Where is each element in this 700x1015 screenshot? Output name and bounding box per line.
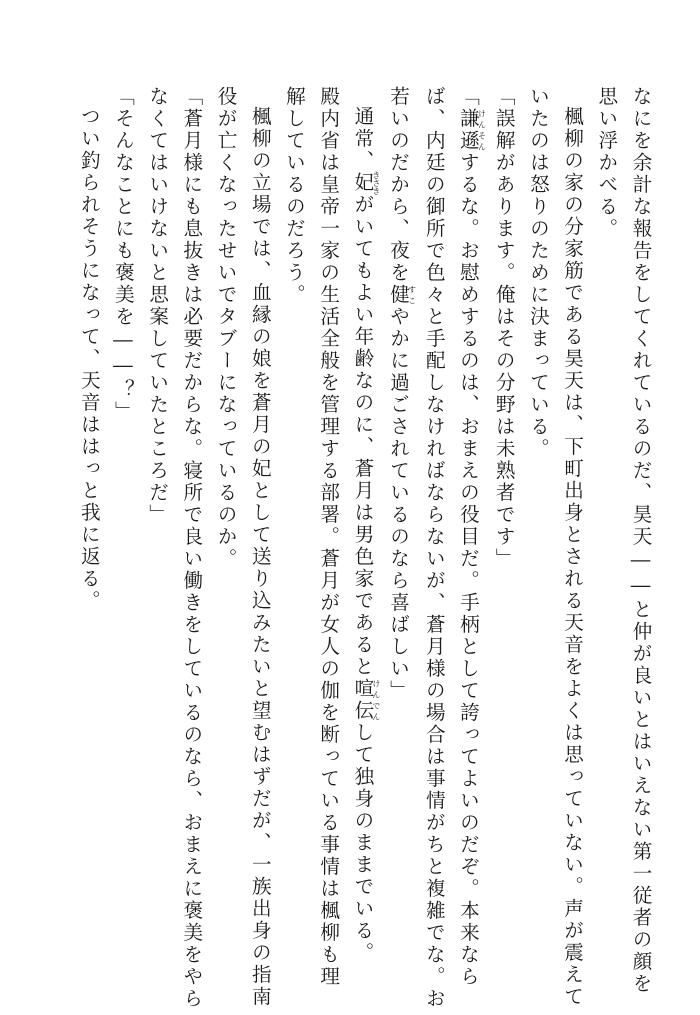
furigana-ruby: 妃きさき — [350, 170, 381, 195]
text-line-with-furigana: 若いのだから、夜を健すこやかに過ごされているのなら喜ばしい」 — [386, 86, 417, 702]
furigana-ruby: 健すこ — [386, 284, 417, 306]
text-line: 「そんなことにも褒美を――？」 — [111, 86, 135, 423]
text-line: 思い浮かべる。 — [594, 86, 618, 240]
text-line: つい釣られそうになって、天音ははっと我に返る。 — [77, 105, 101, 612]
text-line-with-furigana: 通常、妃きさきがいてもよい年齢なのに、蒼月は男色家であると喧伝けんでんして独身のままでいる。 — [350, 105, 381, 964]
furigana-ruby: 喧伝けんでん — [350, 677, 381, 722]
text-line: なくてはいけないと思案していたところだ」 — [145, 86, 169, 526]
text-line: 楓柳の家の分家筋である昊天は、下町出身とされる天音をよくは思っていない。声が震えて — [560, 105, 584, 1008]
furigana-ruby: 謙遜けんそん — [456, 108, 487, 152]
text-line: 「蒼月様にも息抜きは必要だからな。寝所で良い働きをしているのなら、おまえに褒美をやら — [179, 86, 203, 1010]
text-line: いたのは怒りのために決まっている。 — [526, 86, 550, 460]
furigana-reading: すこ — [407, 284, 417, 306]
text-line: 解しているのだろう。 — [282, 86, 306, 306]
text-line: 殿内省は皇帝一家の生活全般を管理する部署。蒼月が女人の伽を断っている事情は楓柳も理 — [316, 86, 340, 988]
text-line-with-furigana: 「謙遜けんそんするな。お慰めするのは、おまえの役目だ。手柄として誇ってよいのだぞ。本来なら — [456, 86, 487, 988]
text-line: 「誤解があります。俺はその分野は未熟者です」 — [492, 86, 516, 570]
text-line: なにを余計な報告をしてくれているのだ、昊天――と仲が良いとはいえない第一従者の顔を — [629, 86, 652, 995]
text-line: ば、内廷の御所で色々と手配しなければならないが、蒼月様の場合は事情がちと複雑でな。お — [422, 86, 446, 1010]
furigana-reading: けんでん — [371, 677, 381, 722]
furigana-reading: けんそん — [477, 108, 487, 152]
text-line: 楓柳の立場では、血縁の娘を蒼月の妃として送り込みたいと望むはずだが、一族出身の指南 — [248, 105, 272, 1008]
furigana-reading: きさき — [371, 170, 381, 195]
vertical-text-body — [71, 86, 657, 1010]
text-line: 役が亡くなったせいでタブーになっているのか。 — [214, 86, 238, 570]
